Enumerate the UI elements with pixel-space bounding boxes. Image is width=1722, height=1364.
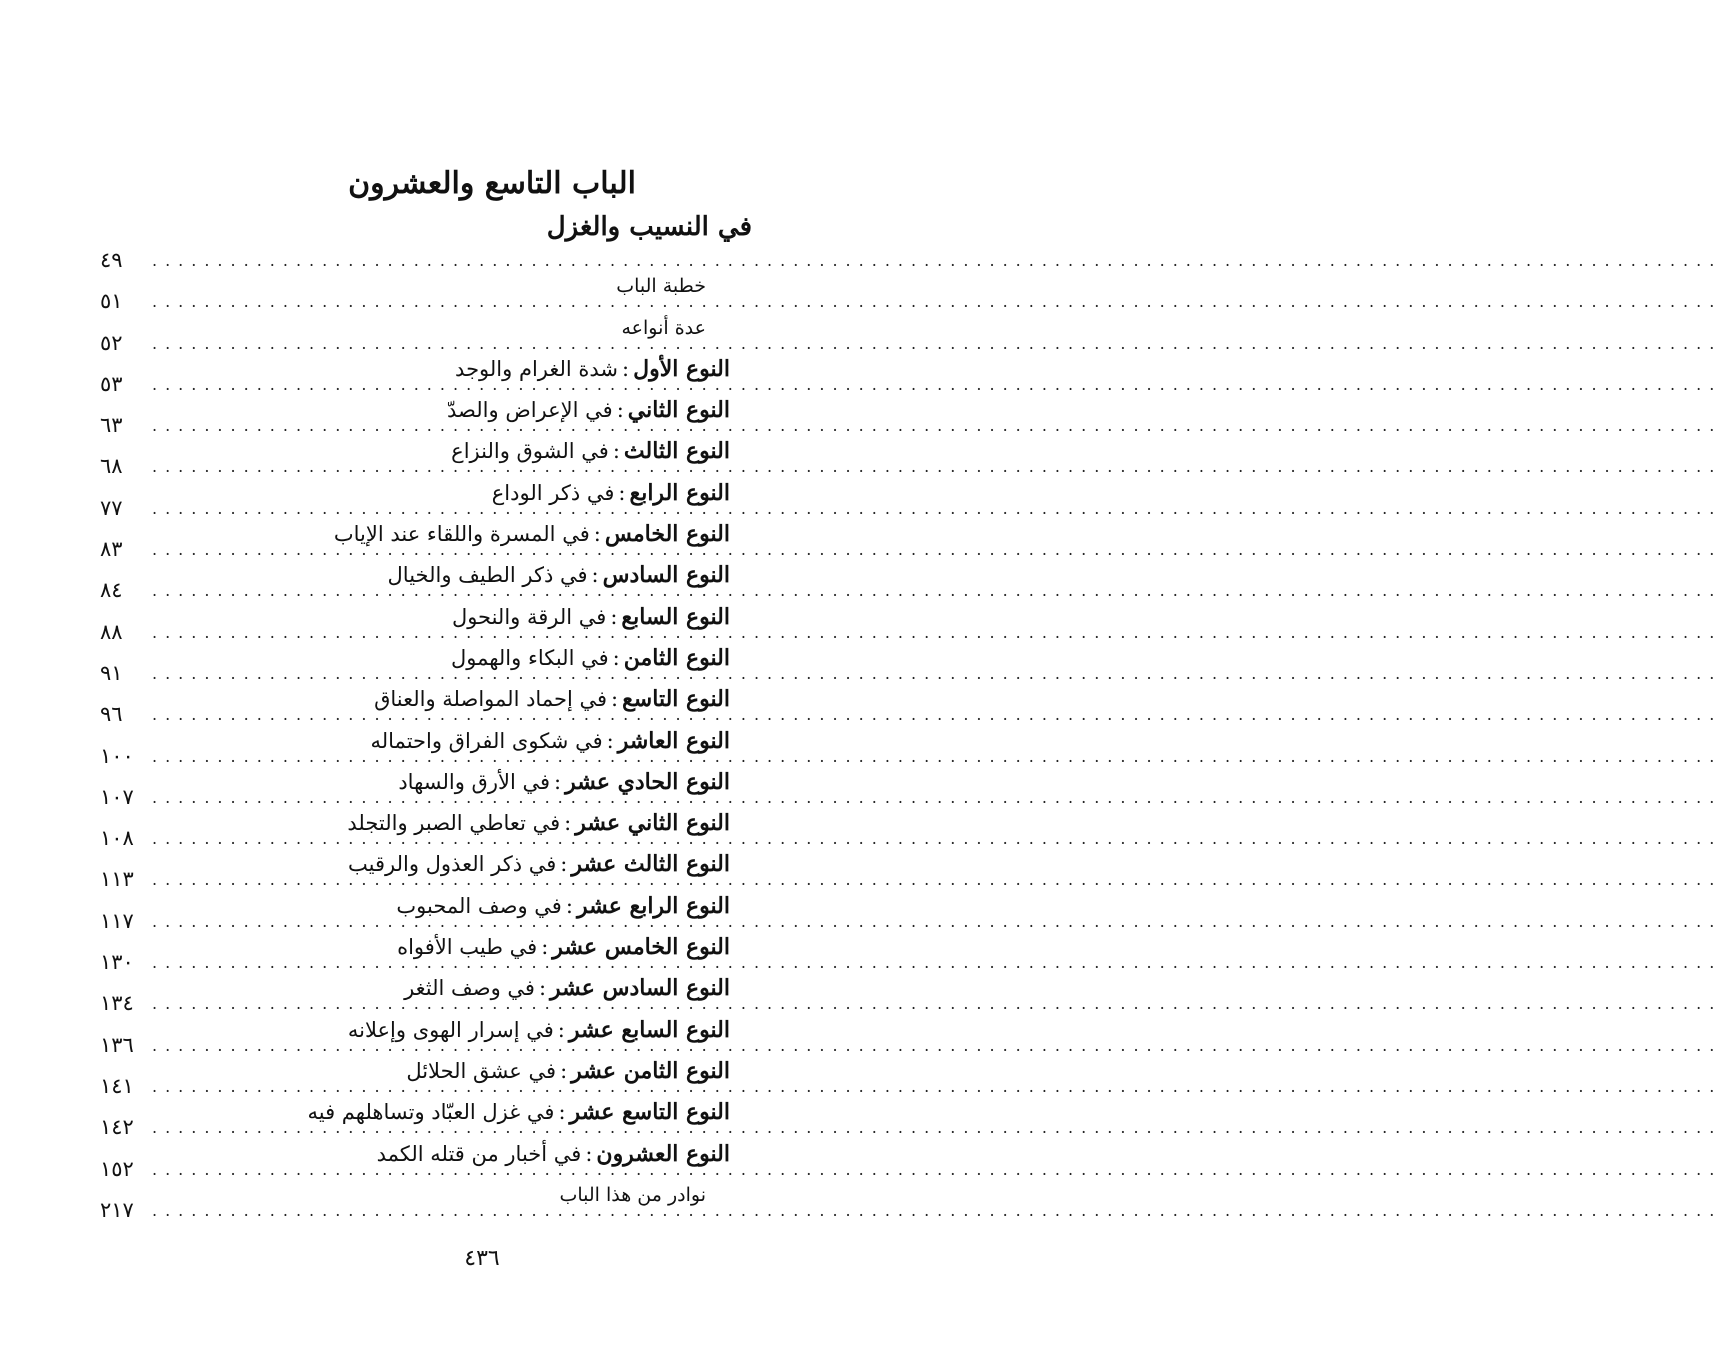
dot-leader: ........................................................................................................................ xyxy=(152,953,1722,973)
toc-entry-separator: : xyxy=(618,480,626,505)
toc-entry-text: في طيب الأفواه xyxy=(397,935,538,960)
toc-entry-text: في أخبار من قتله الكمد xyxy=(376,1141,582,1166)
toc-entry xyxy=(100,315,1722,356)
dot-leader: ........................................................................................................................ xyxy=(152,829,1722,849)
toc-entry-text: في ذكر الوداع xyxy=(491,480,615,505)
dot-leader: ........................................................................................................................ xyxy=(152,416,1722,436)
toc-entry-kind: النوع السادس xyxy=(602,562,730,589)
toc-entry-separator: : xyxy=(564,811,572,836)
toc-entry xyxy=(100,521,1722,562)
toc-entry-title xyxy=(559,1182,706,1208)
section-heading: في النسيب والغزل xyxy=(546,212,752,242)
toc-entry-separator: : xyxy=(612,439,620,464)
dot-leader: ........................................................................................................................ xyxy=(152,333,1722,353)
toc-entry-kind: النوع التاسع عشر xyxy=(569,1099,730,1126)
toc-entry-text: في ذكر العذول والرقيب xyxy=(348,852,557,877)
toc-page-number: ١٠٧ xyxy=(100,784,134,809)
dot-leader: ........................................................................................................................ xyxy=(152,540,1722,560)
toc-entry-text: عدة أنواعه xyxy=(621,316,706,339)
dot-leader: ........................................................................................................................ xyxy=(152,746,1722,766)
toc-entry-kind: النوع الثالث xyxy=(623,438,730,465)
toc-page-number: ٨٣ xyxy=(100,537,123,562)
toc-entry-text: في الرقة والنحول xyxy=(451,604,607,629)
toc-entry-text: في وصف الثغر xyxy=(404,976,535,1001)
dot-leader: ........................................................................................................................ xyxy=(152,498,1722,518)
toc-entry-separator: : xyxy=(611,687,619,712)
toc-entry-text: في الإعراض والصدّ xyxy=(447,398,613,423)
toc-entry-text: في المسرة واللقاء عند الإياب xyxy=(333,522,590,547)
toc-page-number: ١٠٨ xyxy=(100,826,134,851)
toc-entry xyxy=(100,1182,1722,1223)
toc-page-number: ٤٩ xyxy=(100,248,123,272)
toc-entry-separator: : xyxy=(585,1141,593,1166)
toc-entry-text: في ذكر الطيف والخيال xyxy=(387,563,588,588)
toc-entry-kind: النوع الثالث عشر xyxy=(571,851,730,878)
toc-page-number: ٨٨ xyxy=(100,619,123,644)
toc-entry xyxy=(100,273,1722,314)
toc-entry xyxy=(100,479,1722,521)
toc-entry-kind: النوع الثامن عشر xyxy=(571,1057,730,1084)
toc-entry-text: في وصف المحبوب xyxy=(396,893,562,918)
dot-leader: ........................................................................................................................ xyxy=(152,457,1722,477)
table-of-contents xyxy=(100,232,1722,1223)
toc-entry-kind: النوع التاسع xyxy=(622,686,730,713)
toc-page-number: ١٠٠ xyxy=(100,743,134,768)
toc-entry-separator: : xyxy=(560,1058,568,1083)
toc-entry-kind: النوع الثاني xyxy=(627,397,730,424)
toc-page-number: ٧٧ xyxy=(100,495,123,520)
toc-entry xyxy=(100,892,1722,934)
toc-entry-text: نوادر من هذا الباب xyxy=(559,1183,706,1206)
toc-entry-text: في إحماد المواصلة والعناق xyxy=(374,687,608,712)
toc-entry-separator: : xyxy=(554,769,562,794)
dot-leader: ........................................................................................................................ xyxy=(152,1159,1722,1179)
toc-entry-title xyxy=(388,562,730,588)
toc-page-number: ٥١ xyxy=(100,289,123,314)
toc-page-number: ٦٣ xyxy=(100,413,123,438)
toc-entry-title xyxy=(455,356,730,382)
dot-leader: ........................................................................................................................ xyxy=(152,705,1722,725)
toc-entry-separator: : xyxy=(541,935,549,960)
dot-leader: ........................................................................................................................ xyxy=(152,251,1722,270)
dot-leader: ........................................................................................................................ xyxy=(152,870,1722,890)
toc-entry-text: في الشوق والنزاع xyxy=(451,439,609,464)
toc-entry-title xyxy=(398,769,730,795)
dot-leader: ........................................................................................................................ xyxy=(152,1035,1722,1055)
toc-entry-text: في عشق الحلائل xyxy=(406,1058,557,1083)
toc-entry-text: في تعاطي الصبر والتجلد xyxy=(347,811,561,836)
toc-page-number: ١٥٢ xyxy=(100,1156,134,1181)
toc-entry-title xyxy=(616,273,706,299)
dot-leader: ........................................................................................................................ xyxy=(152,292,1722,312)
toc-entry-title xyxy=(451,645,730,671)
dot-leader: ........................................................................................................................ xyxy=(152,1200,1722,1220)
toc-page-number: ١٣٠ xyxy=(100,950,134,975)
dot-leader: ........................................................................................................................ xyxy=(152,581,1722,601)
toc-entry xyxy=(100,768,1722,810)
toc-entry-kind: النوع الرابع xyxy=(629,479,730,506)
toc-entry-separator: : xyxy=(560,852,568,877)
toc-entry xyxy=(100,397,1722,438)
toc-page-number: ٩٦ xyxy=(100,702,123,727)
dot-leader: ........................................................................................................................ xyxy=(152,994,1722,1014)
dot-leader: ........................................................................................................................ xyxy=(152,663,1722,683)
toc-entry-title xyxy=(622,315,707,341)
toc-page-number: ١٤١ xyxy=(100,1073,134,1098)
toc-page-number: ١٤٢ xyxy=(100,1115,134,1140)
toc-entry xyxy=(100,934,1722,975)
toc-entry-separator: : xyxy=(610,604,618,629)
toc-entry-title xyxy=(348,851,730,877)
toc-entry-title xyxy=(396,893,730,919)
toc-entry xyxy=(100,686,1722,727)
toc-entry-separator: : xyxy=(538,976,547,1001)
toc-entry-text: في إسرار الهوى وإعلانه xyxy=(347,1017,554,1042)
toc-entry-title xyxy=(404,975,730,1001)
toc-entry-kind: النوع الخامس عشر xyxy=(552,934,730,961)
toc-entry-kind: النوع الخامس xyxy=(604,521,730,548)
toc-page-number: ٢١٧ xyxy=(100,1197,134,1222)
toc-page-number: ٩١ xyxy=(100,660,123,685)
toc-entry xyxy=(100,232,1722,273)
toc-entry-title xyxy=(492,480,730,506)
toc-entry-kind: النوع الرابع عشر xyxy=(576,892,730,919)
toc-entry-title xyxy=(451,438,730,464)
toc-page-number: ١٣٦ xyxy=(100,1032,134,1057)
toc-entry-title xyxy=(307,1099,730,1125)
toc-entry-title xyxy=(334,521,730,547)
toc-entry-title xyxy=(347,810,730,836)
toc-entry-separator: : xyxy=(557,1017,565,1042)
toc-page-number: ١١٧ xyxy=(100,908,134,933)
toc-entry xyxy=(100,1016,1722,1058)
toc-entry-title xyxy=(447,397,730,423)
toc-page-number: ٦٨ xyxy=(100,454,123,479)
page-number: ٤٣٦ xyxy=(464,1246,500,1271)
toc-entry xyxy=(100,603,1722,645)
toc-entry-text: في غزل العبّاد وتساهلهم فيه xyxy=(307,1100,555,1125)
toc-entry-kind: النوع السادس عشر xyxy=(550,975,730,1002)
toc-entry-separator: : xyxy=(565,893,573,918)
toc-entry-separator: : xyxy=(591,563,599,588)
toc-entry-title xyxy=(406,1058,730,1084)
toc-entry-text: خطبة الباب xyxy=(616,275,706,298)
toc-page-number: ٨٤ xyxy=(100,578,123,603)
toc-entry-separator: : xyxy=(606,728,614,753)
toc-entry xyxy=(100,1140,1722,1182)
toc-entry-kind: النوع العشرون xyxy=(596,1140,730,1167)
toc-entry xyxy=(100,644,1722,686)
toc-entry-text: في البكاء والهمول xyxy=(450,645,609,670)
toc-entry xyxy=(100,975,1722,1016)
toc-entry xyxy=(100,810,1722,851)
toc-entry-kind: النوع السابع عشر xyxy=(568,1016,730,1043)
toc-entry-title xyxy=(374,686,730,712)
toc-entry xyxy=(100,851,1722,892)
chapter-title: الباب التاسع والعشرون xyxy=(348,166,636,201)
toc-entry-separator: : xyxy=(612,645,620,670)
toc-page-number: ٥٣ xyxy=(100,371,123,396)
dot-leader: ........................................................................................................................ xyxy=(152,622,1722,642)
toc-entry-kind: النوع الحادي عشر xyxy=(565,768,730,795)
toc-entry-text: في شكوى الفراق واحتماله xyxy=(370,728,603,753)
toc-entry-separator: : xyxy=(558,1100,566,1125)
toc-entry-kind: النوع الأول xyxy=(633,355,730,382)
dot-leader: ........................................................................................................................ xyxy=(152,374,1722,394)
toc-entry-title xyxy=(397,934,730,960)
dot-leader: ........................................................................................................................ xyxy=(152,1076,1722,1096)
toc-page-number: ٥٢ xyxy=(100,330,123,355)
toc-entry xyxy=(100,1057,1722,1099)
toc-entry-text: شدة الغرام والوجد xyxy=(455,356,619,381)
toc-entry-separator: : xyxy=(593,522,601,547)
dot-leader: ........................................................................................................................ xyxy=(152,787,1722,807)
toc-entry-kind: النوع السابع xyxy=(621,603,730,630)
toc-entry xyxy=(100,438,1722,479)
toc-entry xyxy=(100,1099,1722,1140)
dot-leader: ........................................................................................................................ xyxy=(152,911,1722,931)
toc-entry-title xyxy=(377,1141,730,1167)
toc-entry xyxy=(100,727,1722,769)
toc-entry-title xyxy=(348,1017,730,1043)
toc-entry-title xyxy=(371,728,731,754)
toc-entry-kind: النوع العاشر xyxy=(617,727,730,754)
toc-entry-kind: النوع الثاني عشر xyxy=(575,810,730,837)
toc-entry xyxy=(100,355,1722,397)
toc-entry-kind: النوع الثامن xyxy=(623,644,730,671)
toc-page-number: ١١٣ xyxy=(100,867,134,892)
toc-entry xyxy=(100,562,1722,603)
toc-entry-separator: : xyxy=(616,398,624,423)
toc-entry-title xyxy=(452,604,730,630)
toc-entry-separator: : xyxy=(622,356,630,381)
toc-page-number: ١٣٤ xyxy=(100,991,134,1016)
toc-entry-text: في الأرق والسهاد xyxy=(398,769,551,794)
dot-leader: ........................................................................................................................ xyxy=(152,1118,1722,1138)
